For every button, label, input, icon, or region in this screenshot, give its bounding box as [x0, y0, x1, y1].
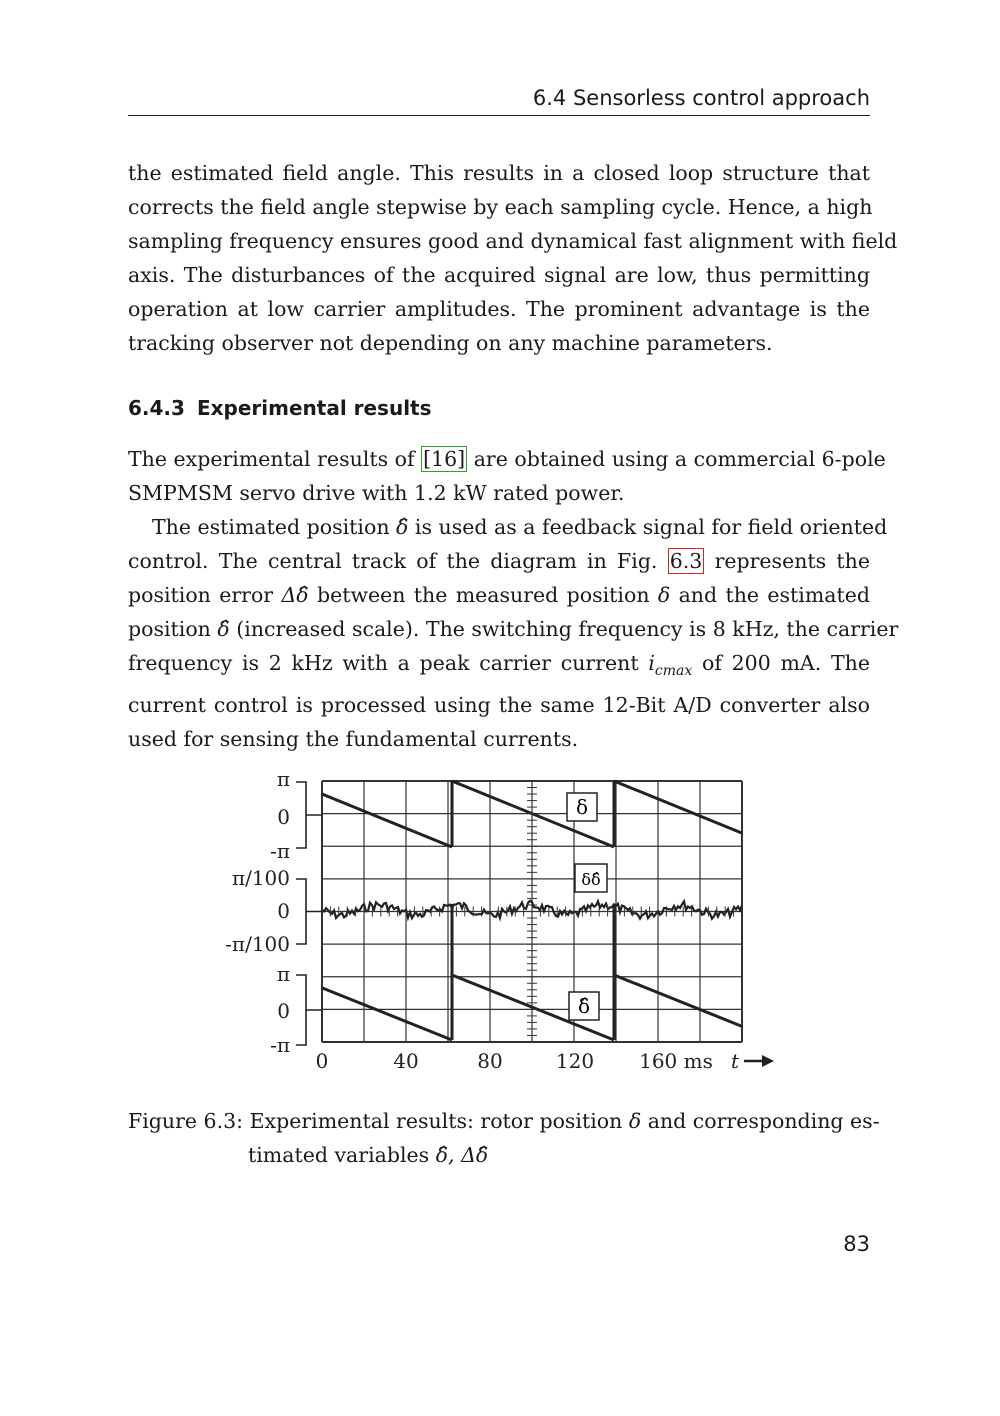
- y-label-bot-pi: π: [276, 962, 290, 986]
- svg-text:δδ̂: δδ̂: [581, 870, 601, 889]
- y-label-bot-zero: 0: [277, 999, 290, 1023]
- running-title: 6.4 Sensorless control approach: [532, 86, 870, 110]
- text-line: used for sensing the fundamental currents.: [128, 727, 579, 752]
- text-line: axis. The disturbances of the acquired signal are low, thus permitting: [128, 263, 870, 287]
- text-line: the estimated field angle. This results in a closed loop structure that: [128, 161, 870, 185]
- text-line: tracking observer not depending on any machine parameters.: [128, 331, 773, 355]
- svg-text:δ: δ: [575, 795, 589, 819]
- time-arrow: [744, 1055, 774, 1067]
- x-tick-label: 160 ms: [639, 1049, 713, 1073]
- y-label-top-minus-pi: -π: [270, 839, 290, 863]
- x-tick-label: 120: [555, 1049, 595, 1073]
- text-line: position error Δδ̂ between the measured position δ and the estimated: [128, 583, 870, 607]
- math-delta-hat: δ̂: [217, 617, 230, 641]
- results-paragraph-1: [128, 442, 886, 510]
- page-number: 83: [843, 1232, 870, 1256]
- track-label-delta-error: [575, 864, 607, 892]
- section-heading: [128, 396, 432, 420]
- caption-line: timated variables δ̂, Δδ̂: [248, 1143, 489, 1167]
- y-label-mid-zero: 0: [277, 899, 290, 923]
- y-label-bot-minus-pi: -π: [270, 1033, 290, 1057]
- svg-text:δ̂: δ̂: [577, 994, 591, 1018]
- x-tick-label: 80: [477, 1049, 503, 1073]
- running-header: [128, 84, 870, 116]
- x-tick-label: 0: [315, 1049, 329, 1073]
- text-line: operation at low carrier amplitudes. The prominent advantage is the: [128, 297, 870, 321]
- figure-caption: [128, 1104, 880, 1172]
- section-title: Experimental results: [196, 396, 432, 420]
- results-paragraph-2: [128, 510, 899, 756]
- track-label-delta: [567, 793, 597, 821]
- text-line: sampling frequency ensures good and dynamical fast alignment with field: [128, 229, 898, 253]
- track-label-delta-hat: [569, 992, 599, 1020]
- text-line: SMPMSM servo drive with 1.2 kW rated power.: [128, 481, 625, 505]
- y-label-top-pi: π: [276, 767, 290, 791]
- math-delta-hat: δ̂: [396, 515, 409, 539]
- math-delta-error: Δδ̂: [281, 583, 309, 607]
- text-line: The experimental results of [16] are obtained using a commercial 6-pole: [128, 447, 886, 471]
- math-delta: δ: [657, 583, 671, 607]
- caption-line: Figure 6.3: Experimental results: rotor position δ and corresponding es-: [128, 1109, 880, 1133]
- text-line: control. The central track of the diagram in Fig. 6.3 represents the: [128, 549, 870, 573]
- y-label-mid-plus: π/100: [231, 866, 290, 890]
- intro-paragraph: [128, 156, 898, 360]
- axis-bracket: [296, 975, 322, 1045]
- citation-link[interactable]: [16]: [423, 447, 466, 471]
- text-line: corrects the field angle stepwise by each sampling cycle. Hence, a high: [128, 195, 873, 219]
- text-line: frequency is 2 kHz with a peak carrier current $i_{cmax}$ of 200 mA. The: [128, 651, 870, 680]
- y-label-top-zero: 0: [277, 805, 290, 829]
- text-line: position δ̂ (increased scale). The switching frequency is 8 kHz, the carrier: [128, 617, 899, 641]
- figure-reference-link[interactable]: 6.3: [669, 549, 703, 573]
- math-icmax: $i_{cmax}$: [648, 651, 693, 680]
- x-axis-symbol: t: [730, 1049, 740, 1073]
- figure-6-3-diagram: [0, 760, 1000, 1080]
- x-tick-label: 40: [393, 1049, 419, 1073]
- y-label-mid-minus: -π/100: [225, 932, 290, 956]
- section-number: 6.4.3: [128, 396, 185, 420]
- text-line: current control is processed using the same 12-Bit A/D converter also: [128, 693, 870, 718]
- text-line: The estimated position δ̂ is used as a feedback signal for field oriented: [152, 515, 888, 539]
- axis-bracket: [296, 782, 322, 848]
- axis-bracket: [296, 879, 322, 944]
